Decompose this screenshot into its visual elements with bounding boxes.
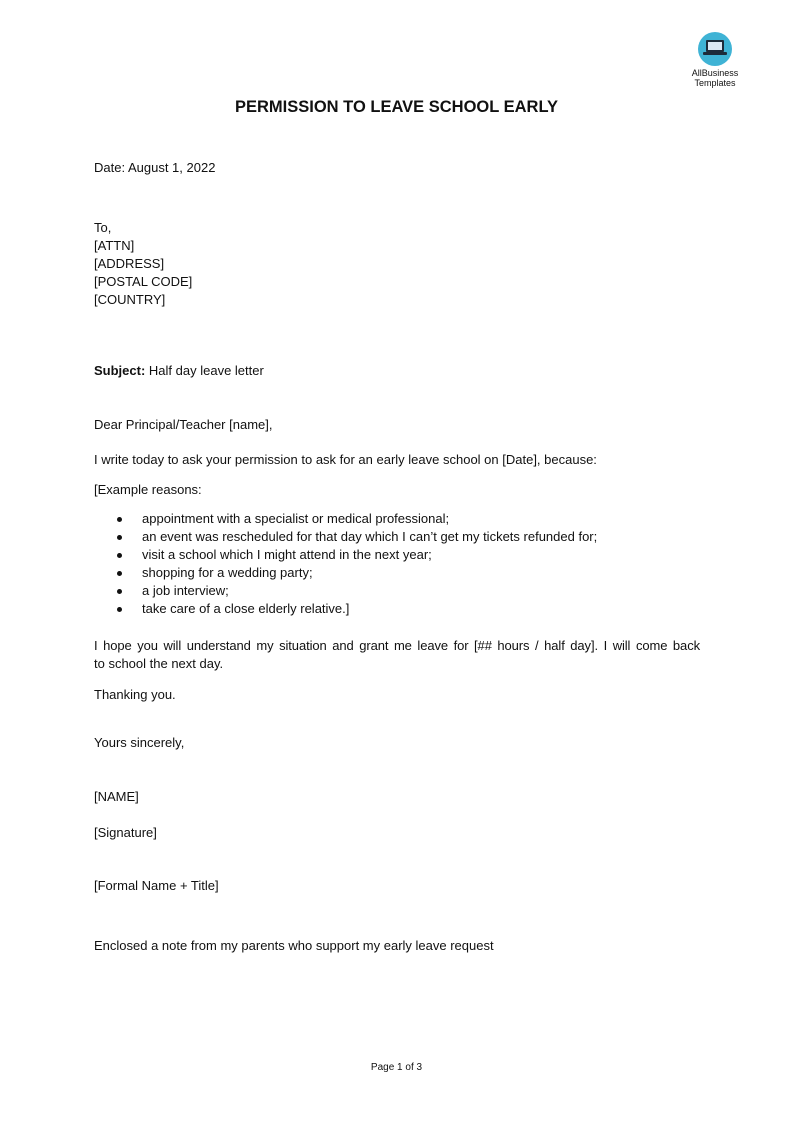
logo-text-line2: Templates: [694, 78, 736, 88]
page-title: PERMISSION TO LEAVE SCHOOL EARLY: [234, 98, 559, 116]
list-item: appointment with a specialist or medical professional;: [142, 511, 450, 526]
subject-label: Subject:: [94, 363, 146, 378]
list-item: shopping for a wedding party;: [142, 565, 313, 580]
bullet-icon: [117, 517, 122, 522]
enclosure-note: Enclosed a note from my parents who support my early leave request: [94, 938, 494, 953]
allbusiness-logo: [680, 32, 750, 88]
reasons-heading: [Example reasons:: [94, 482, 202, 497]
list-item: take care of a close elderly relative.]: [142, 601, 350, 616]
page-footer: Page 1 of 3: [370, 1062, 423, 1073]
bullet-icon: [117, 571, 122, 576]
list-item: an event was rescheduled for that day which I can’t get my tickets refunded for;: [142, 529, 598, 544]
address-postal-code: [POSTAL CODE]: [94, 274, 193, 289]
salutation: Dear Principal/Teacher [name],: [94, 417, 273, 432]
bullet-icon: [117, 607, 122, 612]
date-line: Date: August 1, 2022: [94, 160, 216, 175]
closing-paragraph-line1: I hope you will understand my situation and grant me leave for [## hours / half day]. I will come back: [94, 638, 700, 653]
address-address: [ADDRESS]: [94, 256, 165, 271]
address-to: To,: [94, 220, 112, 235]
formal-name-placeholder: [Formal Name + Title]: [94, 878, 219, 893]
thanks-line: Thanking you.: [94, 687, 176, 702]
bullet-icon: [117, 589, 122, 594]
signature-placeholder: [Signature]: [94, 825, 157, 840]
laptop-icon: [698, 32, 732, 66]
list-item: a job interview;: [142, 583, 229, 598]
address-country: [COUNTRY]: [94, 292, 166, 307]
subject-value: Half day leave letter: [148, 363, 264, 378]
intro-paragraph: I write today to ask your permission to ask for an early leave school on [Date], because:: [94, 452, 597, 467]
address-attn: [ATTN]: [94, 238, 135, 253]
subject-line: [94, 362, 264, 380]
bullet-icon: [117, 553, 122, 558]
closing-paragraph-line2: to school the next day.: [94, 656, 224, 671]
logo-text-line1: AllBusiness: [691, 68, 739, 78]
signoff: Yours sincerely,: [94, 735, 185, 750]
list-item: visit a school which I might attend in the next year;: [142, 547, 432, 562]
bullet-icon: [117, 535, 122, 540]
name-placeholder: [NAME]: [94, 789, 139, 804]
